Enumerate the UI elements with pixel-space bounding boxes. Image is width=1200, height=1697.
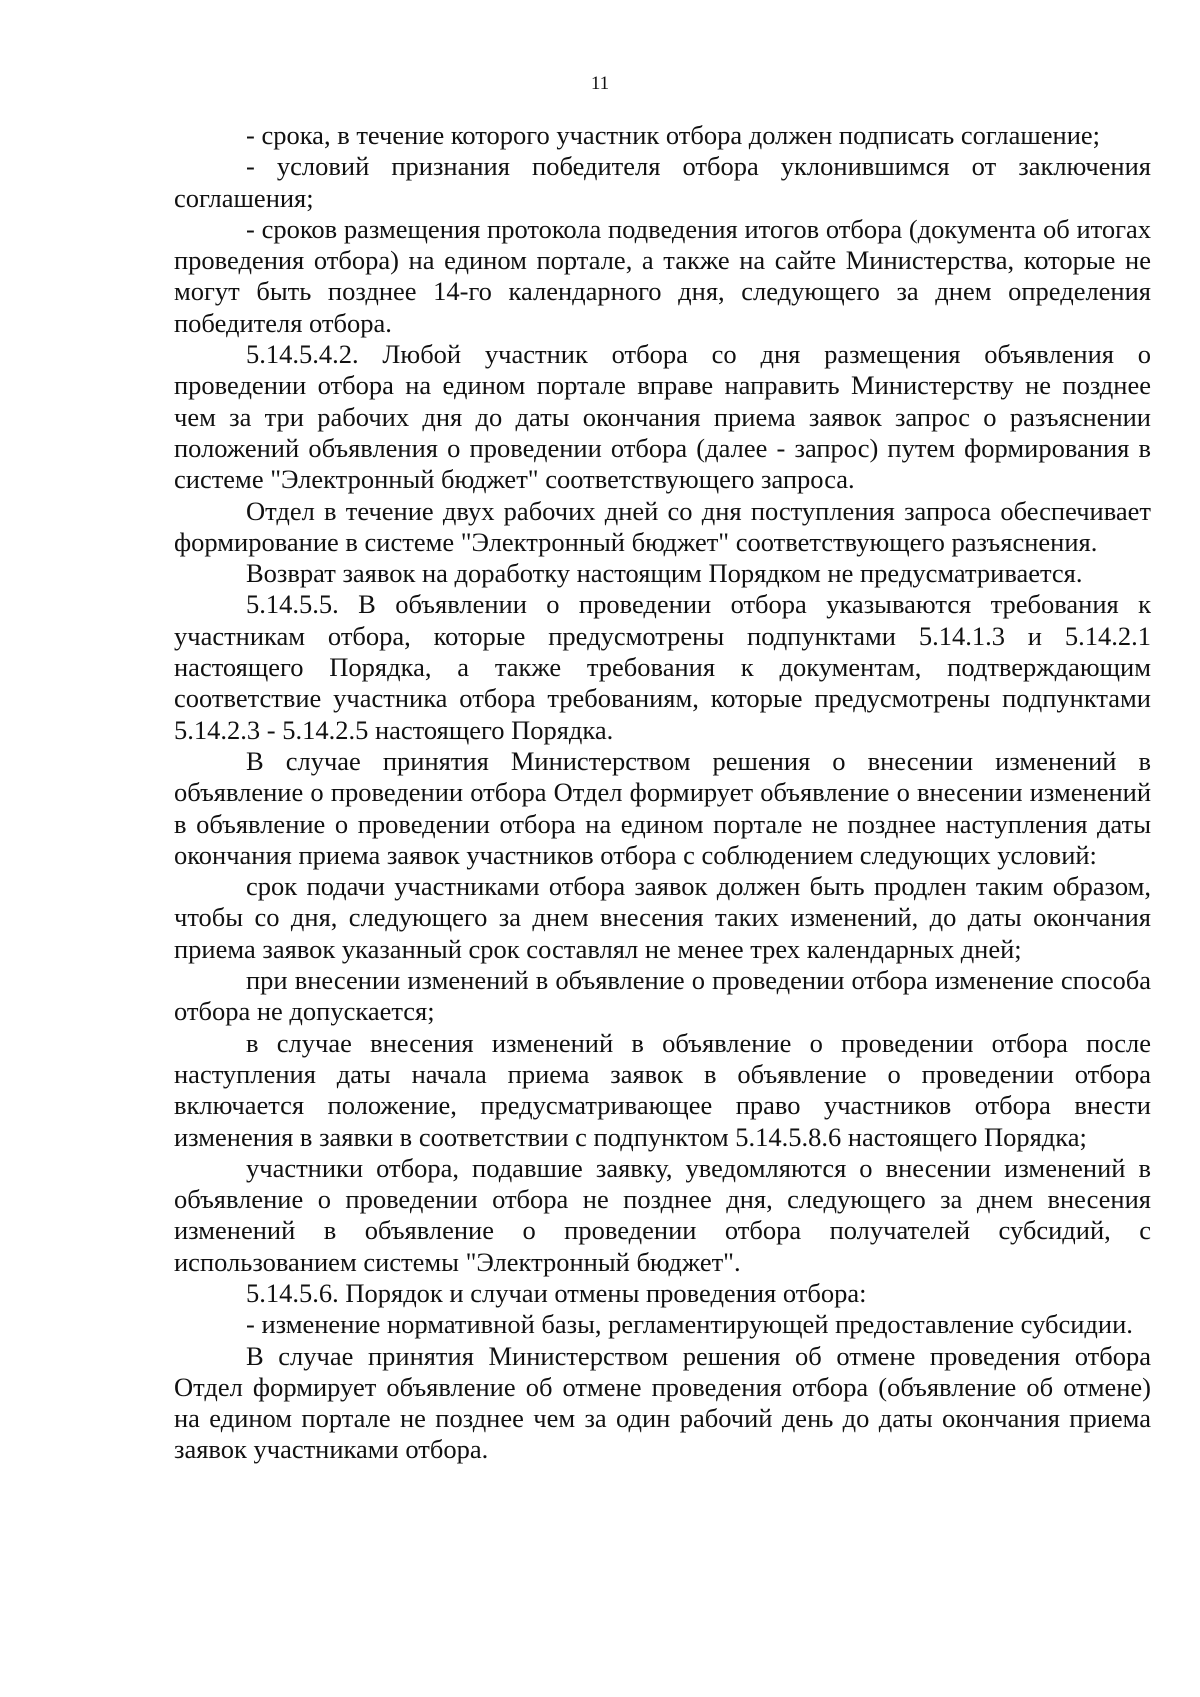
paragraph-regulatory-change: - изменение нормативной базы, регламентирующей предоставление субсидии. bbox=[246, 1309, 1133, 1340]
paragraph-no-return-for-revision: Возврат заявок на доработку настоящим Порядком не предусматривается. bbox=[246, 558, 1083, 589]
paragraph-participant-notification: участники отбора, подавшие заявку, уведомляются о внесении изменений в объявление о проведении отбора не позднее дня, следующего за днем внесения изменений в объявление о проведении отбора получателей субсидий, с использованием системы "Электронный бюджет". bbox=[174, 1152, 1151, 1277]
paragraph-signing-deadline: - срока, в течение которого участник отбора должен подписать соглашение; bbox=[246, 120, 1101, 150]
paragraph-announcement-changes: В случае принятия Министерством решения о внесении изменений в объявление о проведении отбора Отдел формирует объявление о внесении изменений в объявление о проведении отбора на едином портале не позднее наступления даты окончания приема заявок участников отбора с соблюдением следующих условий: bbox=[174, 745, 1151, 870]
paragraph-right-to-amend-applications: в случае внесения изменений в объявление о проведении отбора после наступления даты начала приема заявок в объявление о проведении отбора включается положение, предусматривающее право участников отбора внести изменения в заявки в соответствии с подпунктом 5.14.5.8.6 настоящего Порядка; bbox=[174, 1027, 1151, 1152]
paragraph-protocol-placement-deadlines: - сроков размещения протокола подведения итогов отбора (документа об итогах проведения отбора) на едином портале, а также на сайте Министерства, которые не могут быть позднее 14-го календарного дня, следующего за днем определения победителя отбора. bbox=[174, 213, 1151, 338]
paragraph-clause-5-14-5-5: 5.14.5.5. В объявлении о проведении отбора указываются требования к участникам отбора, которые предусмотрены подпунктами 5.14.1.3 и 5.14.2.1 настоящего Порядка, а также требования к документам, подтверждающим соответствие участника отбора требованиям, которые предусмотрены подпунктами 5.14.2.3 - 5.14.2.5 настоящего Порядка. bbox=[174, 589, 1151, 745]
page-number: 11 bbox=[590, 73, 610, 94]
paragraph-clause-5-14-5-6: 5.14.5.6. Порядок и случаи отмены проведения отбора: bbox=[246, 1277, 867, 1308]
paragraph-method-change-prohibited: при внесении изменений в объявление о проведении отбора изменение способа отбора не допускается; bbox=[174, 965, 1151, 1027]
paragraph-clause-5-14-5-4-2: 5.14.5.4.2. Любой участник отбора со дня размещения объявления о проведении отбора на едином портале вправе направить Министерству не позднее чем за три рабочих дня до даты окончания приема заявок запрос о разъяснении положений объявления о проведении отбора (далее - запрос) путем формирования в системе "Электронный бюджет" соответствующего запроса. bbox=[174, 339, 1151, 495]
paragraph-deadline-extension: срок подачи участниками отбора заявок должен быть продлен таким образом, чтобы со дня, следующего за днем внесения таких изменений, до даты окончания приема заявок указанный срок составлял не менее трех календарных дней; bbox=[174, 871, 1151, 964]
paragraph-cancellation-announcement: В случае принятия Министерством решения об отмене проведения отбора Отдел формирует объявление об отмене проведения отбора (объявление об отмене) на едином портале не позднее чем за один рабочий день до даты окончания приема заявок участниками отбора. bbox=[174, 1340, 1151, 1465]
paragraph-department-clarification: Отдел в течение двух рабочих дней со дня поступления запроса обеспечивает формирование в системе "Электронный бюджет" соответствующего разъяснения. bbox=[174, 495, 1151, 557]
paragraph-evasion-conditions: - условий признания победителя отбора уклонившимся от заключения соглашения; bbox=[174, 151, 1151, 213]
document-body bbox=[174, 120, 1151, 1466]
